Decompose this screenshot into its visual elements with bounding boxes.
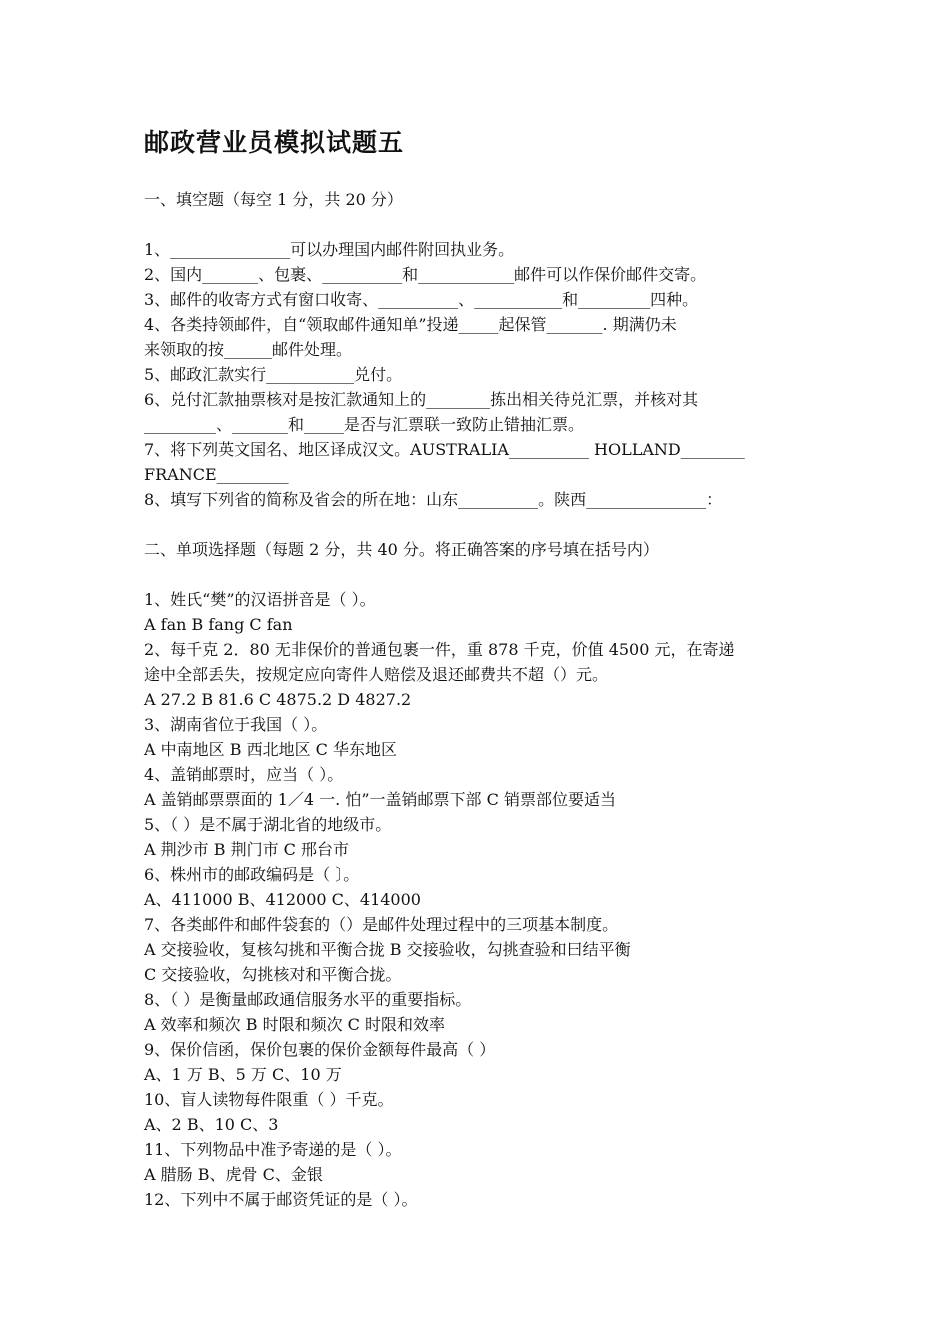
question-line: 11、下列物品中准予寄递的是（ ）。 bbox=[144, 1140, 402, 1159]
question-line: 2、国内_______、包裹、__________和____________邮件可以作保价邮件交寄。 bbox=[144, 265, 707, 284]
section-heading-choice: 二、单项选择题（每题 2 分，共 40 分。将正确答案的序号填在括号内） bbox=[144, 540, 659, 559]
question-line: 9、保价信函，保价包裹的保价金额每件最高（ ） bbox=[144, 1040, 496, 1059]
question-line: 3、湖南省位于我国（ ）。 bbox=[144, 715, 328, 734]
question-line: 7、将下列英文国名、地区译成汉文。AUSTRALIA__________ HOLLAND________ bbox=[144, 440, 745, 459]
option-line: A 27.2 B 81.6 C 4875.2 D 4827.2 bbox=[144, 690, 412, 709]
question-line: 4、盖销邮票时，应当（ ）。 bbox=[144, 765, 344, 784]
question-line: 5、（ ）是不属于湖北省的地级市。 bbox=[144, 815, 392, 834]
question-line: _________、_______和_____是否与汇票联一致防止错抽汇票。 bbox=[144, 415, 585, 434]
question-line: 途中全部丢失，按规定应向寄件人赔偿及退还邮费共不超（）元。 bbox=[144, 665, 609, 684]
question-line: 2、每千克 2．80 无非保价的普通包裹一件，重 878 千克，价值 4500 元，在寄递 bbox=[144, 640, 735, 659]
question-line: 4、各类持领邮件，自“领取邮件通知单”投递_____起保管_______. 期满仍未 bbox=[144, 315, 677, 334]
question-line: 5、邮政汇款实行___________兑付。 bbox=[144, 365, 403, 384]
question-line: 7、各类邮件和邮件袋套的（）是邮件处理过程中的三项基本制度。 bbox=[144, 915, 619, 934]
page-title: 邮政营业员模拟试题五 bbox=[144, 128, 405, 157]
question-line: 1、_______________可以办理国内邮件附回执业务。 bbox=[144, 240, 515, 259]
option-line: C 交接验收，勾挑核对和平衡合拢。 bbox=[144, 965, 402, 984]
question-line: FRANCE_________ bbox=[144, 465, 289, 484]
option-line: A 盖销邮票票面的 1／4 一. 怕”一盖销邮票下部 C 销票部位要适当 bbox=[144, 790, 616, 809]
question-line: 12、下列中不属于邮资凭证的是（ ）。 bbox=[144, 1190, 418, 1209]
question-line: 来领取的按______邮件处理。 bbox=[144, 340, 353, 359]
option-line: A 交接验收，复核勾挑和平衡合拢 B 交接验收，勾挑查验和曰结平衡 bbox=[144, 940, 631, 959]
question-line: 8、（ ）是衡量邮政通信服务水平的重要指标。 bbox=[144, 990, 472, 1009]
option-line: A 效率和频次 B 时限和频次 C 时限和效率 bbox=[144, 1015, 445, 1034]
question-line: 6、株州市的邮政编码是（ 〕。 bbox=[144, 865, 360, 884]
question-line: 8、填写下列省的简称及省会的所在地：山东__________。陕西_______________： bbox=[144, 490, 723, 509]
option-line: A fan B fang C fan bbox=[144, 615, 293, 634]
question-line: 10、盲人读物每件限重（ ）千克。 bbox=[144, 1090, 394, 1109]
option-line: A 腊肠 B、虎骨 C、金银 bbox=[144, 1165, 323, 1184]
question-line: 3、邮件的收寄方式有窗口收寄、__________、___________和_________四种。 bbox=[144, 290, 699, 309]
option-line: A 中南地区 B 西北地区 C 华东地区 bbox=[144, 740, 397, 759]
question-line: 6、兑付汇款抽票核对是按汇款通知上的________拣出相关待兑汇票，并核对其 bbox=[144, 390, 699, 409]
option-line: A 荆沙市 B 荆门市 C 邢台市 bbox=[144, 840, 349, 859]
question-line: 1、姓氏“樊”的汉语拼音是（ ）。 bbox=[144, 590, 376, 609]
section-heading-fill-in: 一、填空题（每空 1 分，共 20 分） bbox=[144, 190, 403, 209]
option-line: A、1 万 B、5 万 C、10 万 bbox=[144, 1065, 342, 1084]
option-line: A、411000 B、412000 C、414000 bbox=[144, 890, 421, 909]
option-line: A、2 B、10 C、3 bbox=[144, 1115, 279, 1134]
